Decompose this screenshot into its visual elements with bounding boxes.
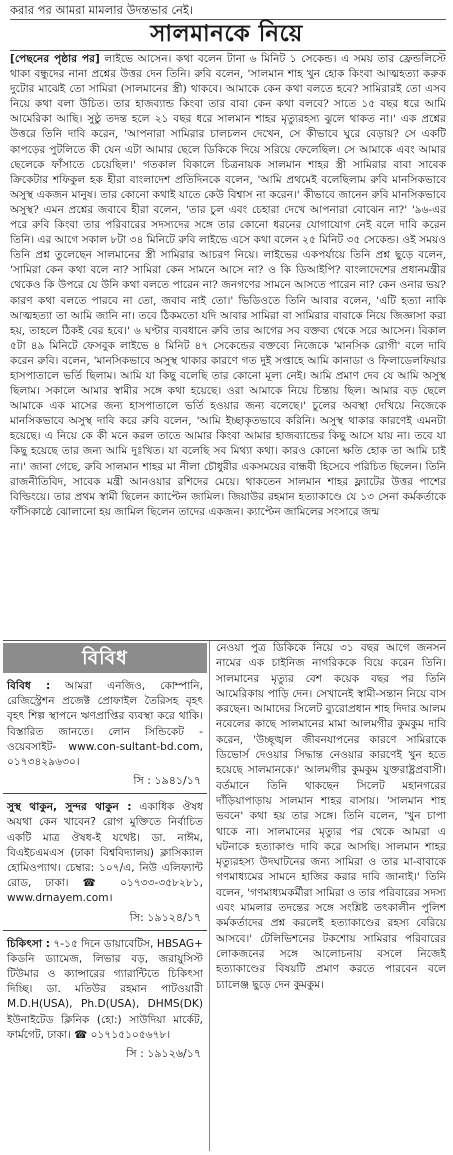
page-title: সালমানকে নিয়ে	[150, 20, 303, 47]
classified-ad	[3, 673, 207, 794]
ad-reference: সি: ১৯১২৪/১৭	[129, 910, 201, 924]
classifieds-column	[3, 643, 207, 1153]
article-text: লাইভে আসেন। কথা বলেন টানা ৬ মিনিট ১ সেকেন্ড। এ সময় তার ফ্রেন্ডলিস্টে থাকা বন্ধুদের নানা প্রশ্নের উত্তর দেন তিনি। রুবি বলেন, 'সালমান শাহ খুন হোক কিংবা আত্মহত্যা করুক দুটোর মাঝেই তো সামিরা (সালমানের স্ত্রী) থাকবে। আমাকে কেন কথা বলতে হবে? সামিরারই তো এসব নিয়ে কথা বলা উচিত। তার হাজব্যান্ড কিংবা তার বাবা কেন কথা বলবে? সাতে ১৫ বছর ধরে আমি আমেরিকা আছি। সুষ্ঠু তদন্ত হলে ২১ বছর ধরে সালমান শাহর মৃত্যুরহস্য ঝুলে থাকত না।' এক প্রশ্নের উত্তরে তিনি দাবি করেন, 'আপনারা সামিরার চালচলন দেখেন, সে কীভাবে ঘুরে বেড়ায়? সে একটি কাপড়ের পুটলিতে কী যেন এটা আমার ছেলে ডিকিকে দিয়ে সরিয়ে ফেলেছিল। সে আমাকে এবং আমার ছেলেকে ফাঁসাতে চেয়েছিল।' গতকাল বিকালে চিত্রনায়ক সালমান শাহর স্ত্রী সামিরার বাবা সাবেক ক্রিকেটার শফিকুল হক হীরা বাংলাদেশ প্রতিদিনকে বলেন, 'আমি প্রথমেই বলেছিলাম রুবি মানসিকভাবে অসুস্থ একজন মানুষ। তার কোনো কথাই যাতে কেউ বিশ্বাস না করেন।' কীভাবে জানেন রুবি মানসিকভাবে অসুস্থ? এমন প্রশ্নের জবাবে হীরা বলেন, 'তার চুল এবং চেহারা দেখে আপনারা বোঝেন না?' '৯৬-এর পরে রুবি কিংবা তার পরিবারের সদস্যদের সঙ্গে তার কোনো ধরনের যোগাযোগ নেই বলে দাবি করেন তিনি। এর আগে সকাল ৮টা ৩৪ মিনিটে রুবি লাইভে এসে কথা বলেন ২৫ মিনিট ৩৫ সেকেন্ড। ওই সময়ও তিনি প্রশ্ন তুলেছেন সালমানের স্ত্রী সামিরার আচরণ নিয়ে। লাইভের একপর্যায়ে তিনি প্রশ্ন ছুড়ে বলেন, 'সামিরা কেন কথা বলে না? সামিরা কেন সামনে আসে না? ও কি ডিআইপি? বাংলাদেশের প্রধানমন্ত্রীর থেকেও কি উপরে যে উনি কথা বলতে পারেন না? জনগণের সামনে আসতে পারেন না? কেন ওনার ভয়? কারণ কথা বলতে পারবে না তো, জবাব নাই তো।' ভিডিওতে তিনি আবার বলেন, 'এটি হত্যা নাকি আত্মহত্যা তা আমি জানি না। তবে ঠিকমতো যদি আবার সামিরা বা সামিরার বাবাকে নিয়ে জিজ্ঞাসা করা হয়, তাহলে ঠিকই বের হবে।' ৬ ঘণ্টার ব্যবধানে রুবি তার আগের সব বক্তব্য থেকে সরে আসেন। বিকাল ৫টা ৪৯ মিনিটে ফেসবুক লাইভে ৪ মিনিট ৪৭ সেকেন্ডের বক্তব্যে নিজেকে 'মানসিক রোগী' বলে দাবি করেন রুবি। বলেন, 'মানসিকভাবে অসুস্থ থাকার কারণে গত দুই সপ্তাহে আমি কানাডা ও ফিলাডেলফিয়ার হাসপাতালে ভর্তি ছিলাম। আমি যা কিছু বলেছি তার কোনো মূল্য নেই। আমি প্রমাণ দেব যে আমি অসুস্থ ছিলাম। সকালে আমার স্বামীর সঙ্গে কথা হয়েছে। ওরা আমাকে নিয়ে চিন্তায় ছিল। আমার বড় ছেলে আমাকে এক মাসের জন্য হাসপাতালে ভর্তি হওয়ার জন্য বলেছে।' চুলের অবস্থা দেখিয়ে নিজেকে মানসিকভাবে অসুস্থ দাবি করে রুবি বলেন, 'আমি ইচ্ছাকৃতভাবে করিনি। অসুস্থ থাকার কারণেই এমনটা হয়েছে। এ নিয়ে কে কী মনে করল তাতে আমার কিংবা আমার হাজব্যান্ডের কিছু আসে যায় না। তবে যা কিছু হয়েছে তার জন্য আমি দুঃখিত। যা বলেছি সব মিথ্যা কথা। কারও কোনো ক্ষতি হোক তা আমি চাই না।' জানা গেছে, রুবি সালমান শাহর মা নীলা চৌধুরীর একসময়ের বান্ধবী হিসেবে পরিচিত ছিলেন। তিনি রাজনীতিবিদ, সাবেক মন্ত্রী আনওয়ার রশিদের মেয়ে। থাকতেন সালমান শাহর ফ্ল্যাটের উত্তর পাশের বিল্ডিংয়ে। তার প্রথম স্বামী ছিলেন ক্যাপ্টেন জামিল। জিয়াউর রহমান হত্যাকাণ্ডে যে ১৩ সেনা কর্মকর্তাকে ফাঁসিকাষ্ঠে ঝোলানো হয় জামিল ছিলেন তাদের একজন। ক্যাপ্টেন জামিলের সংসারে জন্ম	[10, 53, 446, 518]
ad-body: একাধিক ঔষধ অযথা কেন খাবেন? রোগ মুক্তিতে নির্বাচিত একটি মাত্র ঔষধ-ই যথেষ্ট। ডা. নাঈম, বিএইচএমএস (ঢাকা বিশ্ববিদ্যালয়) ক্লাসিক্যাল হোমিওপ্যাথ। চেম্বার: ১০৭/এ, নিউ এলিফ্যান্ট রোড, ঢাকা। ☎ ০১৭৩৩-৩৫৮২৮১, www.drnayem.com।	[7, 801, 203, 905]
classified-ad	[3, 794, 207, 930]
ad-text	[7, 937, 203, 1043]
ad-text	[7, 800, 203, 906]
ad-title: বিবিধ :	[7, 680, 51, 692]
ad-title: চিকিৎসা :	[7, 937, 50, 950]
previous-story-last-line: করার পর আমরা মামলার উদন্তভার নেই।	[10, 3, 194, 17]
ad-body: ৭-১৫ দিনে ডায়াবেটিস, HBSAG+ কিডনি ড্যামেজ, লিভার বড়, জরায়ুসিস্ট টিউমার ও ক্যান্সারের গ্যারান্টিতে চিকিৎসা দিচ্ছি। ডা. মতিউর রহমান পাটওয়ারী M.D.H(USA), Ph.D(USA), DHMS(DK) ইউনাইটেড ক্লিনিক (হো:) সাউদিয়া মার্কেট, ফার্মগেট, ঢাকা। ☎ ০১৭১৫১০৫৬৭৮।	[7, 937, 203, 1041]
column-divider	[209, 641, 210, 1151]
classified-ad	[3, 931, 207, 1066]
news-article-body	[10, 52, 446, 640]
ad-title: সুস্থ থাকুন, সুন্দর থাকুন :	[7, 801, 132, 814]
ad-text	[7, 679, 203, 770]
ad-body: আমরা এনজিও, কোম্পানি, রেজিস্ট্রেশন প্রজেক্ট প্রোফাইল তৈরিসহ বৃহৎ বৃহৎ শিল্প স্থাপনে ঋণপ্রাপ্তির ব্যবস্থা করে থাকি। বিস্তারিত জানতে। লোন সিন্ডিকেট - ওয়েবসাইট- www.con-sultant-bd.com, ০১৭৩৪২৯৬৩০।	[7, 680, 203, 769]
news-article-continuation: নেওয়া পুত্র ডিকিকে নিয়ে ৩১ বছর আগে জনসন নামের এক চাইনিজ নাগরিককে বিয়ে করেন তিনি। সালমানের মৃত্যুর বেশ কয়েক বছর পর তিনি আমেরিকায় পাড়ি দেন। সেখানেই স্বামী-সন্তান নিয়ে বাস করছেন। আমাদের সিলেট ব্যুরোপ্রধান শাহ দিদার আলম নবেলের কাছে সালমানের মামা আলমগীর কুমকুম দাবি করেন, 'উচ্ছৃঙ্খল জীবনযাপনের কারণে সামিরাকে ডিভোর্স দেওয়ার সিদ্ধান্ত নেওয়ার কারণেই খুন হতে হয়েছে সালমানকে।' আলমগীর কুমকুম যুক্তরাষ্ট্রপ্রবাসী। বর্তমানে তিনি থাকছেন সিলেট মহানগরের দাঁড়িয়াপাড়ায় সালমান শাহর বাসায়। 'সালমান শাহ ভবনে' কথা হয় তার সঙ্গে। তিনি বলেন, 'খুন চাপা থাকে না। সালমানের মৃত্যুর পর থেকে আমরা এ ঘটনাকে হত্যাকাণ্ড দাবি করে আসছি। সালমান শাহর মৃত্যুরহস্য উদঘাটনের জন্য সামিরা ও তার মা-বাবাকে গণমাধ্যমের সামনে হাজির করার দাবি জানাই।' তিনি বলেন, 'গণমাধ্যমকর্মীরা সামিরা ও তার পরিবারের সদস্য এবং মামলার তদন্তের সঙ্গে সংশ্লিষ্ট তৎকালীন পুলিশ কর্মকর্তাদের প্রশ্ন করলেই হত্যাকাণ্ডের রহস্য বেরিয়ে আসবে।' টেলিভিশনের টকশোয় সামিরার পরিবারের লোকজনের সঙ্গে আলোচনায় বসলে নিজেই হত্যাকাণ্ডের বিষয়টি প্রমাণ করতে পারবেন বলে চ্যালেঞ্জ ছুড়ে দেন কুমকুম।	[216, 642, 446, 991]
ad-reference: সি : ১৯৪১/১৭	[133, 774, 201, 788]
continued-from-label: [পেছনের পৃষ্ঠার পর]	[10, 53, 100, 65]
divider-headline	[10, 50, 446, 51]
classifieds-header: বিবিধ	[3, 643, 207, 673]
ad-reference: সি : ১৯১২৬/১৭	[126, 1047, 201, 1061]
